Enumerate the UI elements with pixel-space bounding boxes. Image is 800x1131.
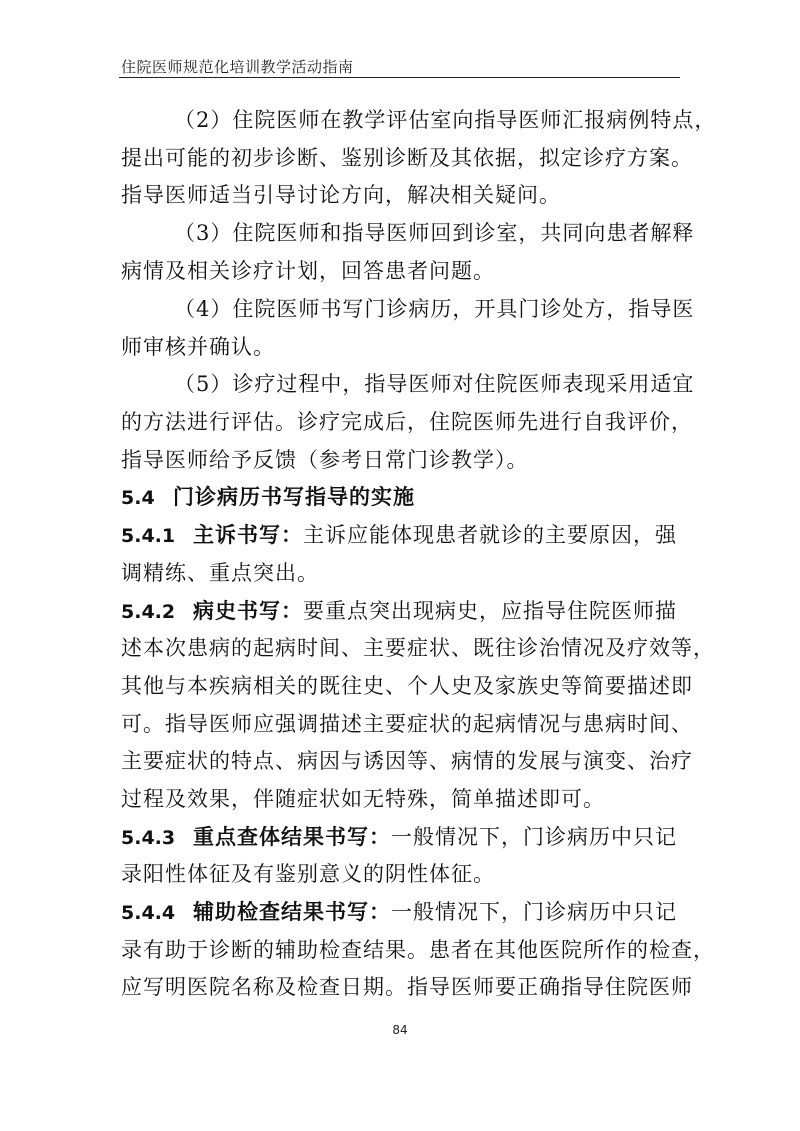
item-number: 5.4.1 <box>121 525 176 547</box>
item-5-4-1-line1 <box>121 521 677 550</box>
running-header: 住院医师规范化培训教学活动指南 <box>121 58 354 76</box>
item-5-4-2-line1 <box>121 597 677 626</box>
item-5-4-2-line2: 述本次患病的起病时间、主要症状、既往诊治情况及疗效等， <box>121 636 715 660</box>
step3-line1: （3）住院医师和指导医师回到诊室，共同向患者解释 <box>174 221 695 245</box>
step5-line2: 的方法进行评估。诊疗完成后，住院医师先进行自我评价， <box>121 410 693 434</box>
item-5-4-4-line3: 应写明医院名称及检查日期。指导医师要正确指导住院医师 <box>121 975 693 999</box>
step5-line1: （5）诊疗过程中，指导医师对住院医师表现采用适宜 <box>174 372 695 396</box>
item-5-4-1-line2: 调精练、重点突出。 <box>121 561 319 585</box>
item-title: 主诉书写： <box>193 522 303 547</box>
step3-line2: 病情及相关诊疗计划，回答患者问题。 <box>121 259 495 283</box>
item-number: 5.4.4 <box>121 902 176 924</box>
step2-line3: 指导医师适当引导讨论方向，解决相关疑问。 <box>121 183 561 207</box>
section-title: 门诊病历书写指导的实施 <box>173 484 415 509</box>
item-5-4-3-line2: 录阳性体征及有鉴别意义的阴性体征。 <box>121 862 495 886</box>
item-number: 5.4.2 <box>121 601 176 623</box>
step2-line1: （2）住院医师在教学评估室向指导医师汇报病例特点， <box>174 108 717 132</box>
item-5-4-4-line1 <box>121 898 677 927</box>
header-rule <box>119 77 680 78</box>
item-5-4-2-line6: 过程及效果，伴随症状如无特殊，简单描述即可。 <box>121 787 605 811</box>
step4-line2: 师审核并确认。 <box>121 335 275 359</box>
page-number: 84 <box>392 1023 408 1037</box>
item-title: 辅助检查结果书写： <box>193 899 391 924</box>
item-5-4-2-line5: 主要症状的特点、病因与诱因等、病情的发展与演变、治疗 <box>121 749 693 773</box>
item-text: 一般情况下，门诊病历中只记 <box>391 825 677 849</box>
item-text: 要重点突出现病史，应指导住院医师描 <box>303 599 677 623</box>
section-number: 5.4 <box>121 487 155 509</box>
item-5-4-3-line1 <box>121 823 677 852</box>
item-text: 一般情况下，门诊病历中只记 <box>391 900 677 924</box>
step4-line1: （4）住院医师书写门诊病历，开具门诊处方，指导医 <box>174 297 695 321</box>
section-heading-5-4 <box>121 483 415 512</box>
step5-line3: 指导医师给予反馈（参考日常门诊教学）。 <box>121 448 529 472</box>
item-5-4-4-line2: 录有助于诊断的辅助检查结果。患者在其他医院所作的检查， <box>121 938 715 962</box>
item-text: 主诉应能体现患者就诊的主要原因，强 <box>303 523 677 547</box>
item-5-4-2-line4: 可。指导医师应强调描述主要症状的起病情况与患病时间、 <box>121 712 693 736</box>
item-title: 病史书写： <box>193 598 303 623</box>
item-number: 5.4.3 <box>121 827 176 849</box>
item-title: 重点查体结果书写： <box>193 824 391 849</box>
step2-line2: 提出可能的初步诊断、鉴别诊断及其依据，拟定诊疗方案。 <box>121 146 693 170</box>
item-5-4-2-line3: 其他与本疾病相关的既往史、个人史及家族史等简要描述即 <box>121 674 693 698</box>
